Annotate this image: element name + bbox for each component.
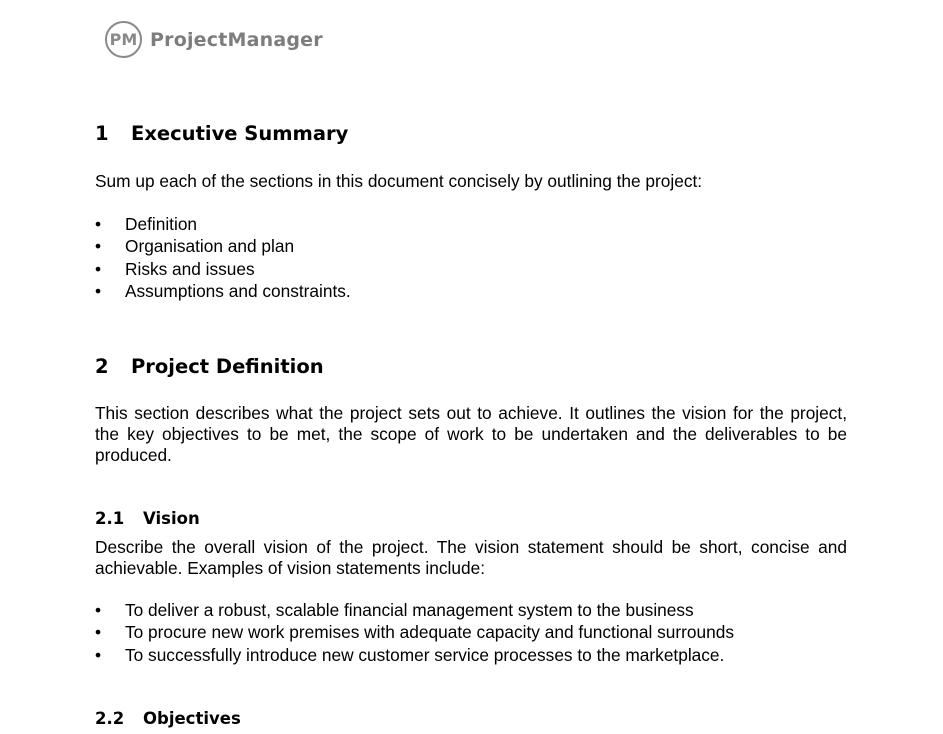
list-item (95, 599, 734, 621)
list-item-text: Organisation and plan (125, 236, 295, 257)
heading-number: 2 (95, 355, 109, 378)
projectmanager-logo (105, 21, 323, 58)
list-item (95, 258, 351, 280)
bullet-icon: • (95, 644, 102, 665)
list-item-text: Risks and issues (125, 258, 255, 279)
heading-title: Vision (143, 509, 200, 528)
heading-objectives (95, 709, 241, 728)
bullet-icon: • (95, 622, 102, 643)
logo-name: ProjectManager (150, 28, 323, 51)
list-item (95, 280, 351, 302)
bullet-icon: • (95, 600, 102, 620)
heading-executive-summary (95, 122, 348, 145)
list-item-text: To successfully introduce new customer service processes to the marketplace. (125, 644, 725, 665)
list-item (95, 235, 351, 257)
executive-summary-list (95, 213, 351, 302)
list-item-text: Assumptions and constraints. (125, 280, 351, 301)
heading-number: 2.1 (95, 509, 125, 528)
list-item (95, 621, 734, 643)
list-item-text: To deliver a robust, scalable financial management system to the business (125, 600, 694, 620)
heading-number: 2.2 (95, 709, 125, 728)
heading-vision (95, 509, 200, 528)
bullet-icon: • (95, 280, 102, 301)
heading-title: Project Definition (131, 355, 324, 378)
heading-number: 1 (95, 122, 109, 145)
list-item-text: To procure new work premises with adequate capacity and functional surrounds (125, 622, 735, 643)
bullet-icon: • (95, 236, 102, 257)
vision-examples-list (95, 599, 734, 666)
heading-title: Executive Summary (131, 122, 349, 145)
list-item-text: Definition (125, 214, 198, 234)
list-item (95, 644, 734, 666)
executive-summary-intro: Sum up each of the sections in this document concisely by outlining the project: (95, 171, 703, 191)
bullet-icon: • (95, 214, 102, 234)
heading-project-definition (95, 355, 324, 378)
vision-intro: Describe the overall vision of the project. The vision statement should be short, concise and achievable. Examples of vision statements include: (95, 537, 847, 578)
heading-title: Objectives (143, 709, 241, 728)
project-definition-intro: This section describes what the project sets out to achieve. It outlines the vision for the project, the key objectives to be met, the scope of work to be undertaken and the deliverables to be produced. (95, 403, 847, 465)
list-item (95, 213, 351, 235)
bullet-icon: • (95, 258, 102, 279)
logo-mark: PM (105, 21, 142, 58)
